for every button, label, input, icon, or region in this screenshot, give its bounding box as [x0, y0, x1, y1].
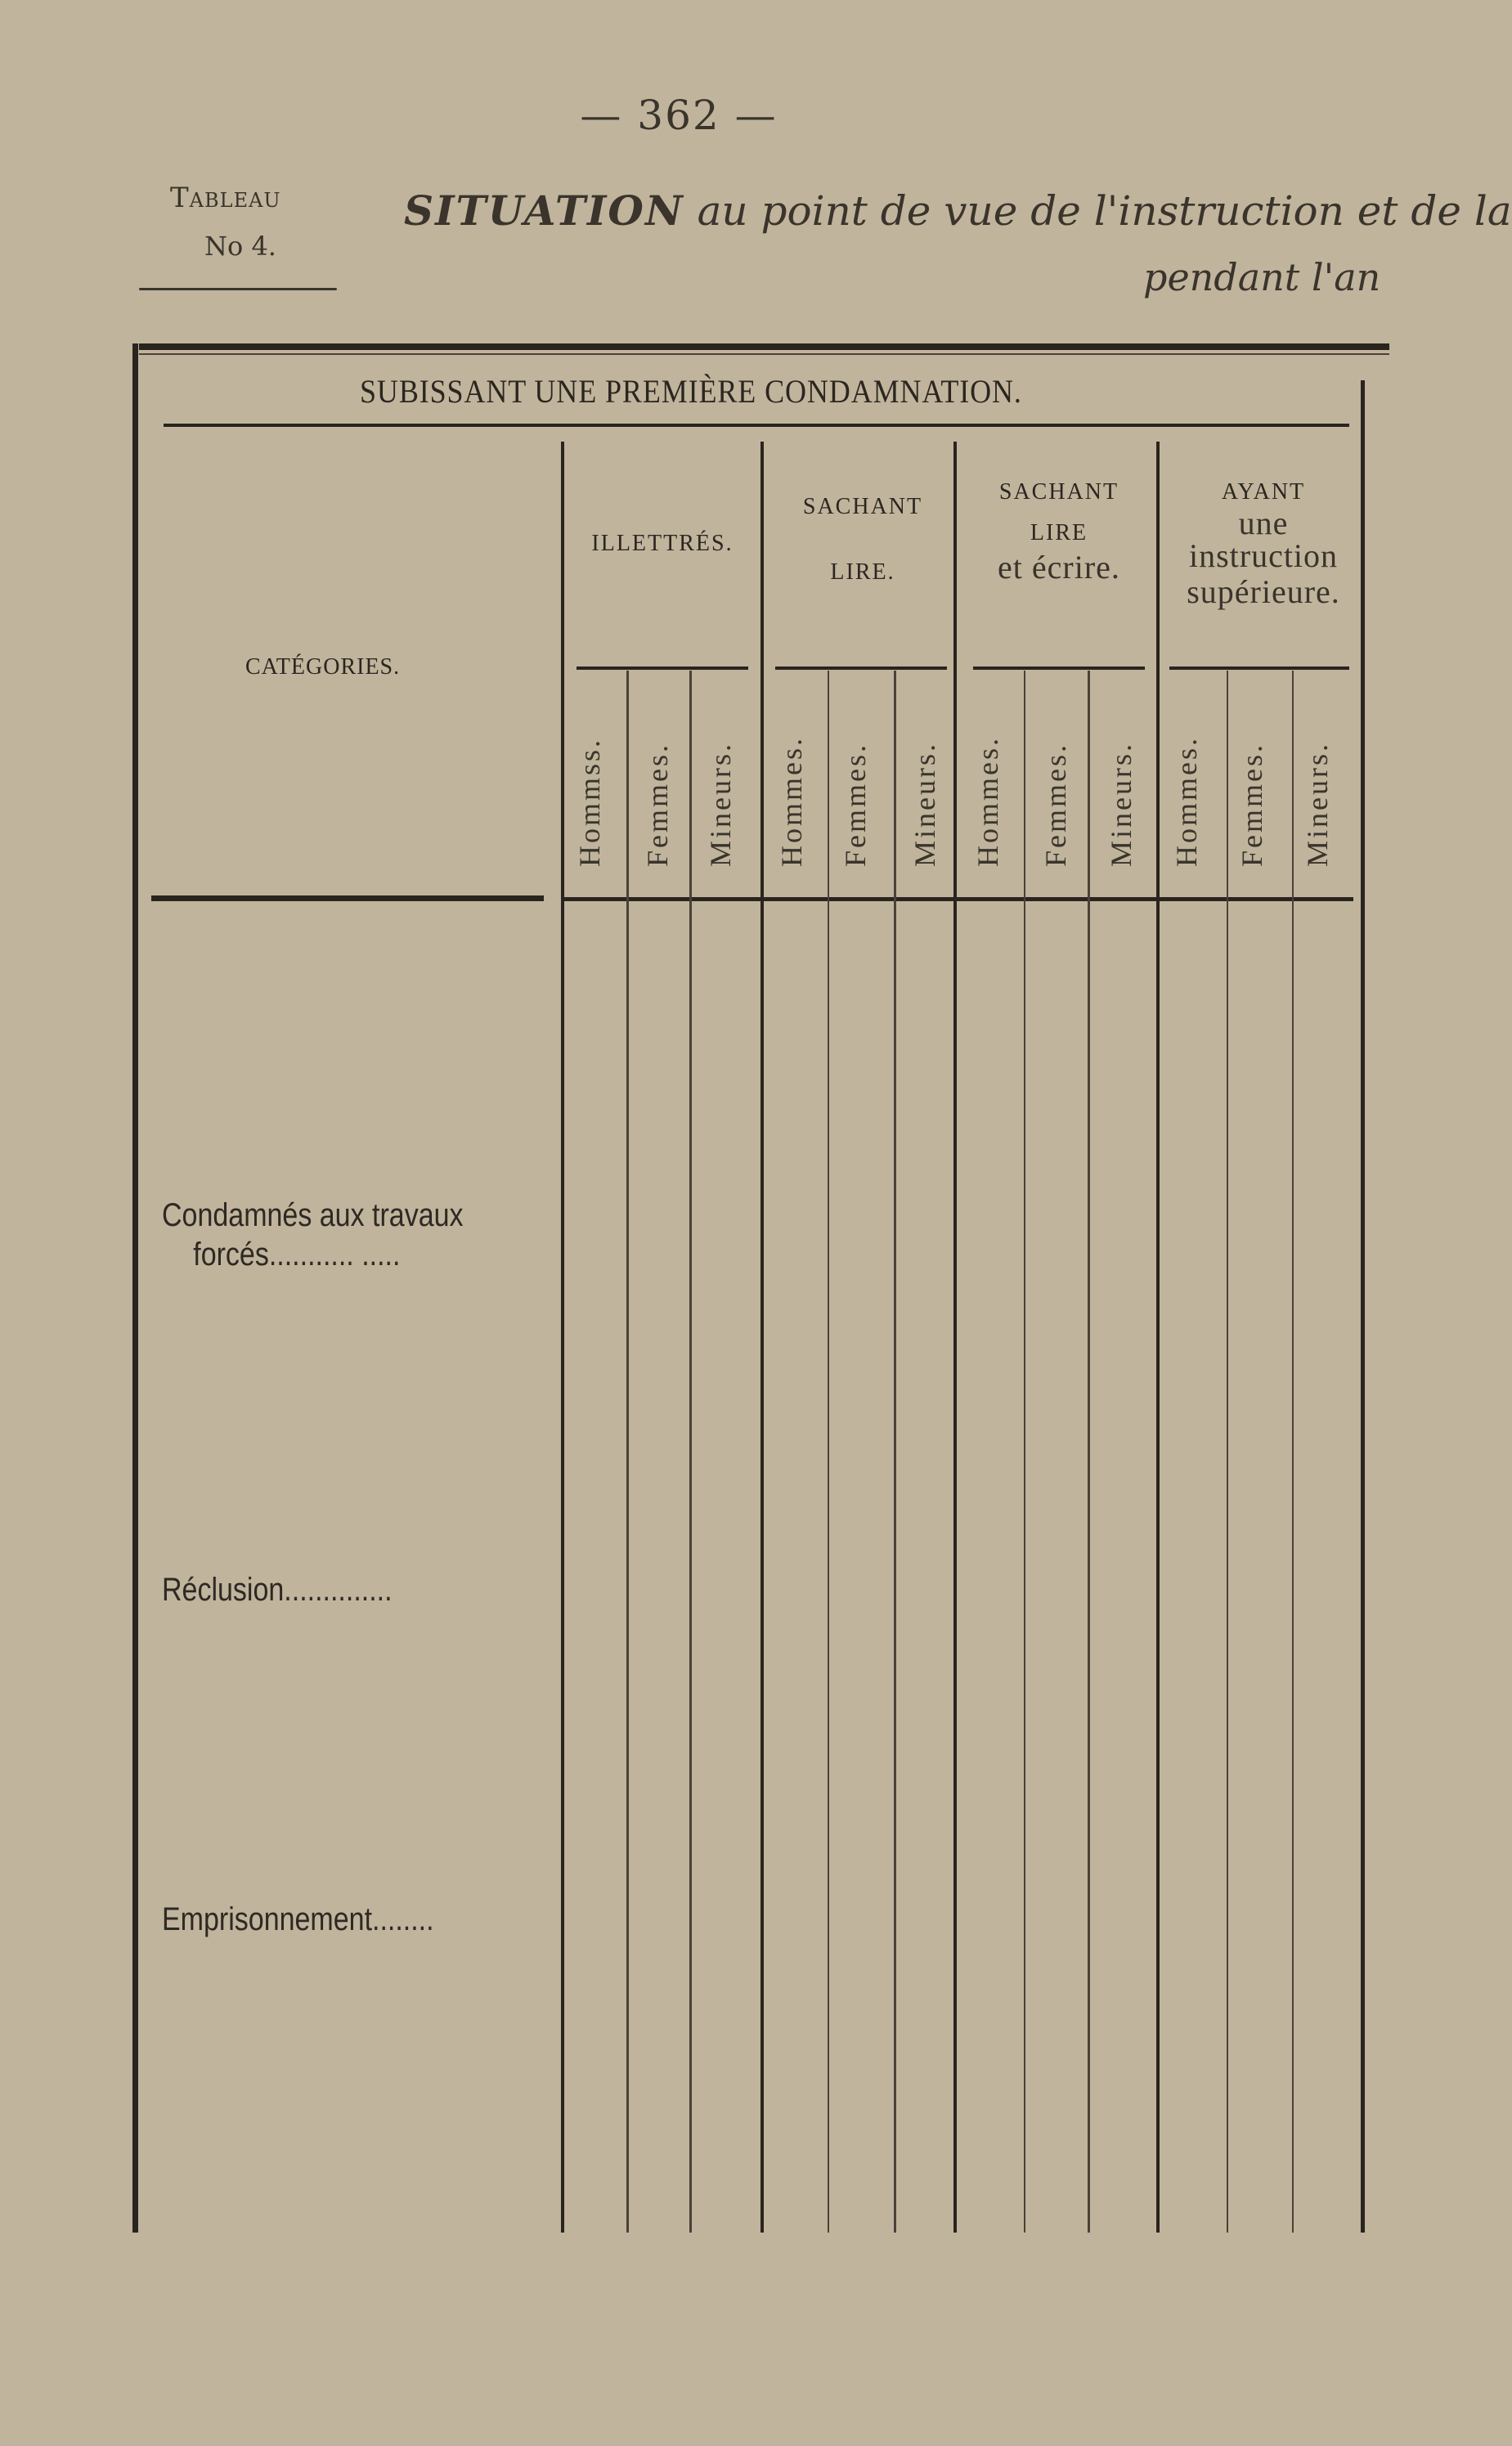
- vline-group-2: [953, 442, 957, 2233]
- table-title: [404, 186, 1512, 235]
- vline-11: [1292, 671, 1294, 2233]
- sub-col-1: Hommss.: [573, 737, 606, 867]
- vline-7: [1024, 671, 1025, 2233]
- tableau-number: No 4.: [204, 231, 276, 262]
- col-group-ayant-l2: une: [1238, 505, 1289, 541]
- vline-8: [1088, 671, 1090, 2233]
- row-label-travaux-forces-l2: forcés........... .....: [193, 1236, 401, 1272]
- col-group-sle-l1: SACHANT: [998, 479, 1119, 505]
- col-group-ayant: [1161, 476, 1366, 610]
- tableau-rule: [139, 288, 337, 290]
- top-rule: [139, 343, 1389, 350]
- vline-group-1: [760, 442, 764, 2233]
- col-group-sachant-lire-l2: LIRE.: [830, 559, 895, 585]
- header-bottom-rule-cols: [564, 897, 1353, 901]
- col-group-ayant-l3: instruction: [1188, 537, 1339, 574]
- vline-group-3: [1156, 442, 1160, 2233]
- vline-1: [626, 671, 629, 2233]
- sub-col-8: Femmes.: [1039, 743, 1072, 867]
- col-group-sle-l3: et écrire.: [998, 549, 1120, 586]
- category-header: CATÉGORIES.: [245, 654, 401, 680]
- sub-col-5: Femmes.: [839, 743, 872, 867]
- col-group-ayant-l4: supérieure.: [1187, 573, 1340, 610]
- vline-4: [828, 671, 829, 2233]
- group-header-rule: [164, 424, 1349, 427]
- title-rest: au point de vue de l'instruction et de la: [684, 187, 1512, 235]
- sub-col-9: Mineurs.: [1105, 742, 1137, 867]
- sub-col-6: Mineurs.: [909, 742, 941, 867]
- row-label-emprisonnement: Emprisonnement........: [162, 1901, 434, 1937]
- vline-5: [894, 671, 896, 2233]
- sub-col-2: Femmes.: [641, 743, 674, 867]
- col-group-illettres: [564, 527, 760, 560]
- row-label-travaux-forces-l1: Condamnés aux travaux: [162, 1197, 464, 1233]
- vline-10: [1227, 671, 1228, 2233]
- col-group-sachant-lire-l1: SACHANT: [802, 494, 923, 519]
- tableau-label: Tableau: [170, 182, 281, 214]
- page-number: — 362 —: [580, 92, 778, 139]
- col-group-sachant-lire: [765, 491, 961, 589]
- sub-col-10: Hommes.: [1170, 736, 1203, 867]
- table-title-line2: pendant l'an: [1143, 255, 1381, 299]
- col-group-illettres-label: ILLETTRÉS.: [591, 531, 734, 556]
- top-rule-thin: [139, 353, 1389, 355]
- col-group-ayant-l1: AYANT: [1221, 479, 1306, 505]
- sub-col-4: Hommes.: [775, 736, 808, 867]
- header-bottom-rule: [151, 895, 544, 901]
- sub-col-3: Mineurs.: [704, 742, 737, 867]
- left-border: [132, 343, 138, 2233]
- brace-rule-4: [1169, 666, 1349, 670]
- row-label-reclusion: Réclusion..............: [162, 1572, 393, 1608]
- col-group-sle-l2: LIRE: [1030, 520, 1088, 545]
- vline-2: [689, 671, 692, 2233]
- brace-rule-1: [577, 666, 748, 670]
- sub-col-12: Mineurs.: [1301, 742, 1334, 867]
- group-header: SUBISSANT UNE PREMIÈRE CONDAMNATION.: [360, 373, 1022, 410]
- col-group-sachant-lire-ecrire: [957, 476, 1161, 586]
- title-keyword: SITUATION: [404, 186, 684, 235]
- sub-col-7: Hommes.: [971, 736, 1004, 867]
- vline-categories: [561, 442, 564, 2233]
- brace-rule-3: [973, 666, 1145, 670]
- sub-col-11: Femmes.: [1236, 743, 1268, 867]
- row-label-travaux-forces: [162, 1196, 464, 1274]
- brace-rule-2: [775, 666, 947, 670]
- right-border: [1361, 380, 1365, 2233]
